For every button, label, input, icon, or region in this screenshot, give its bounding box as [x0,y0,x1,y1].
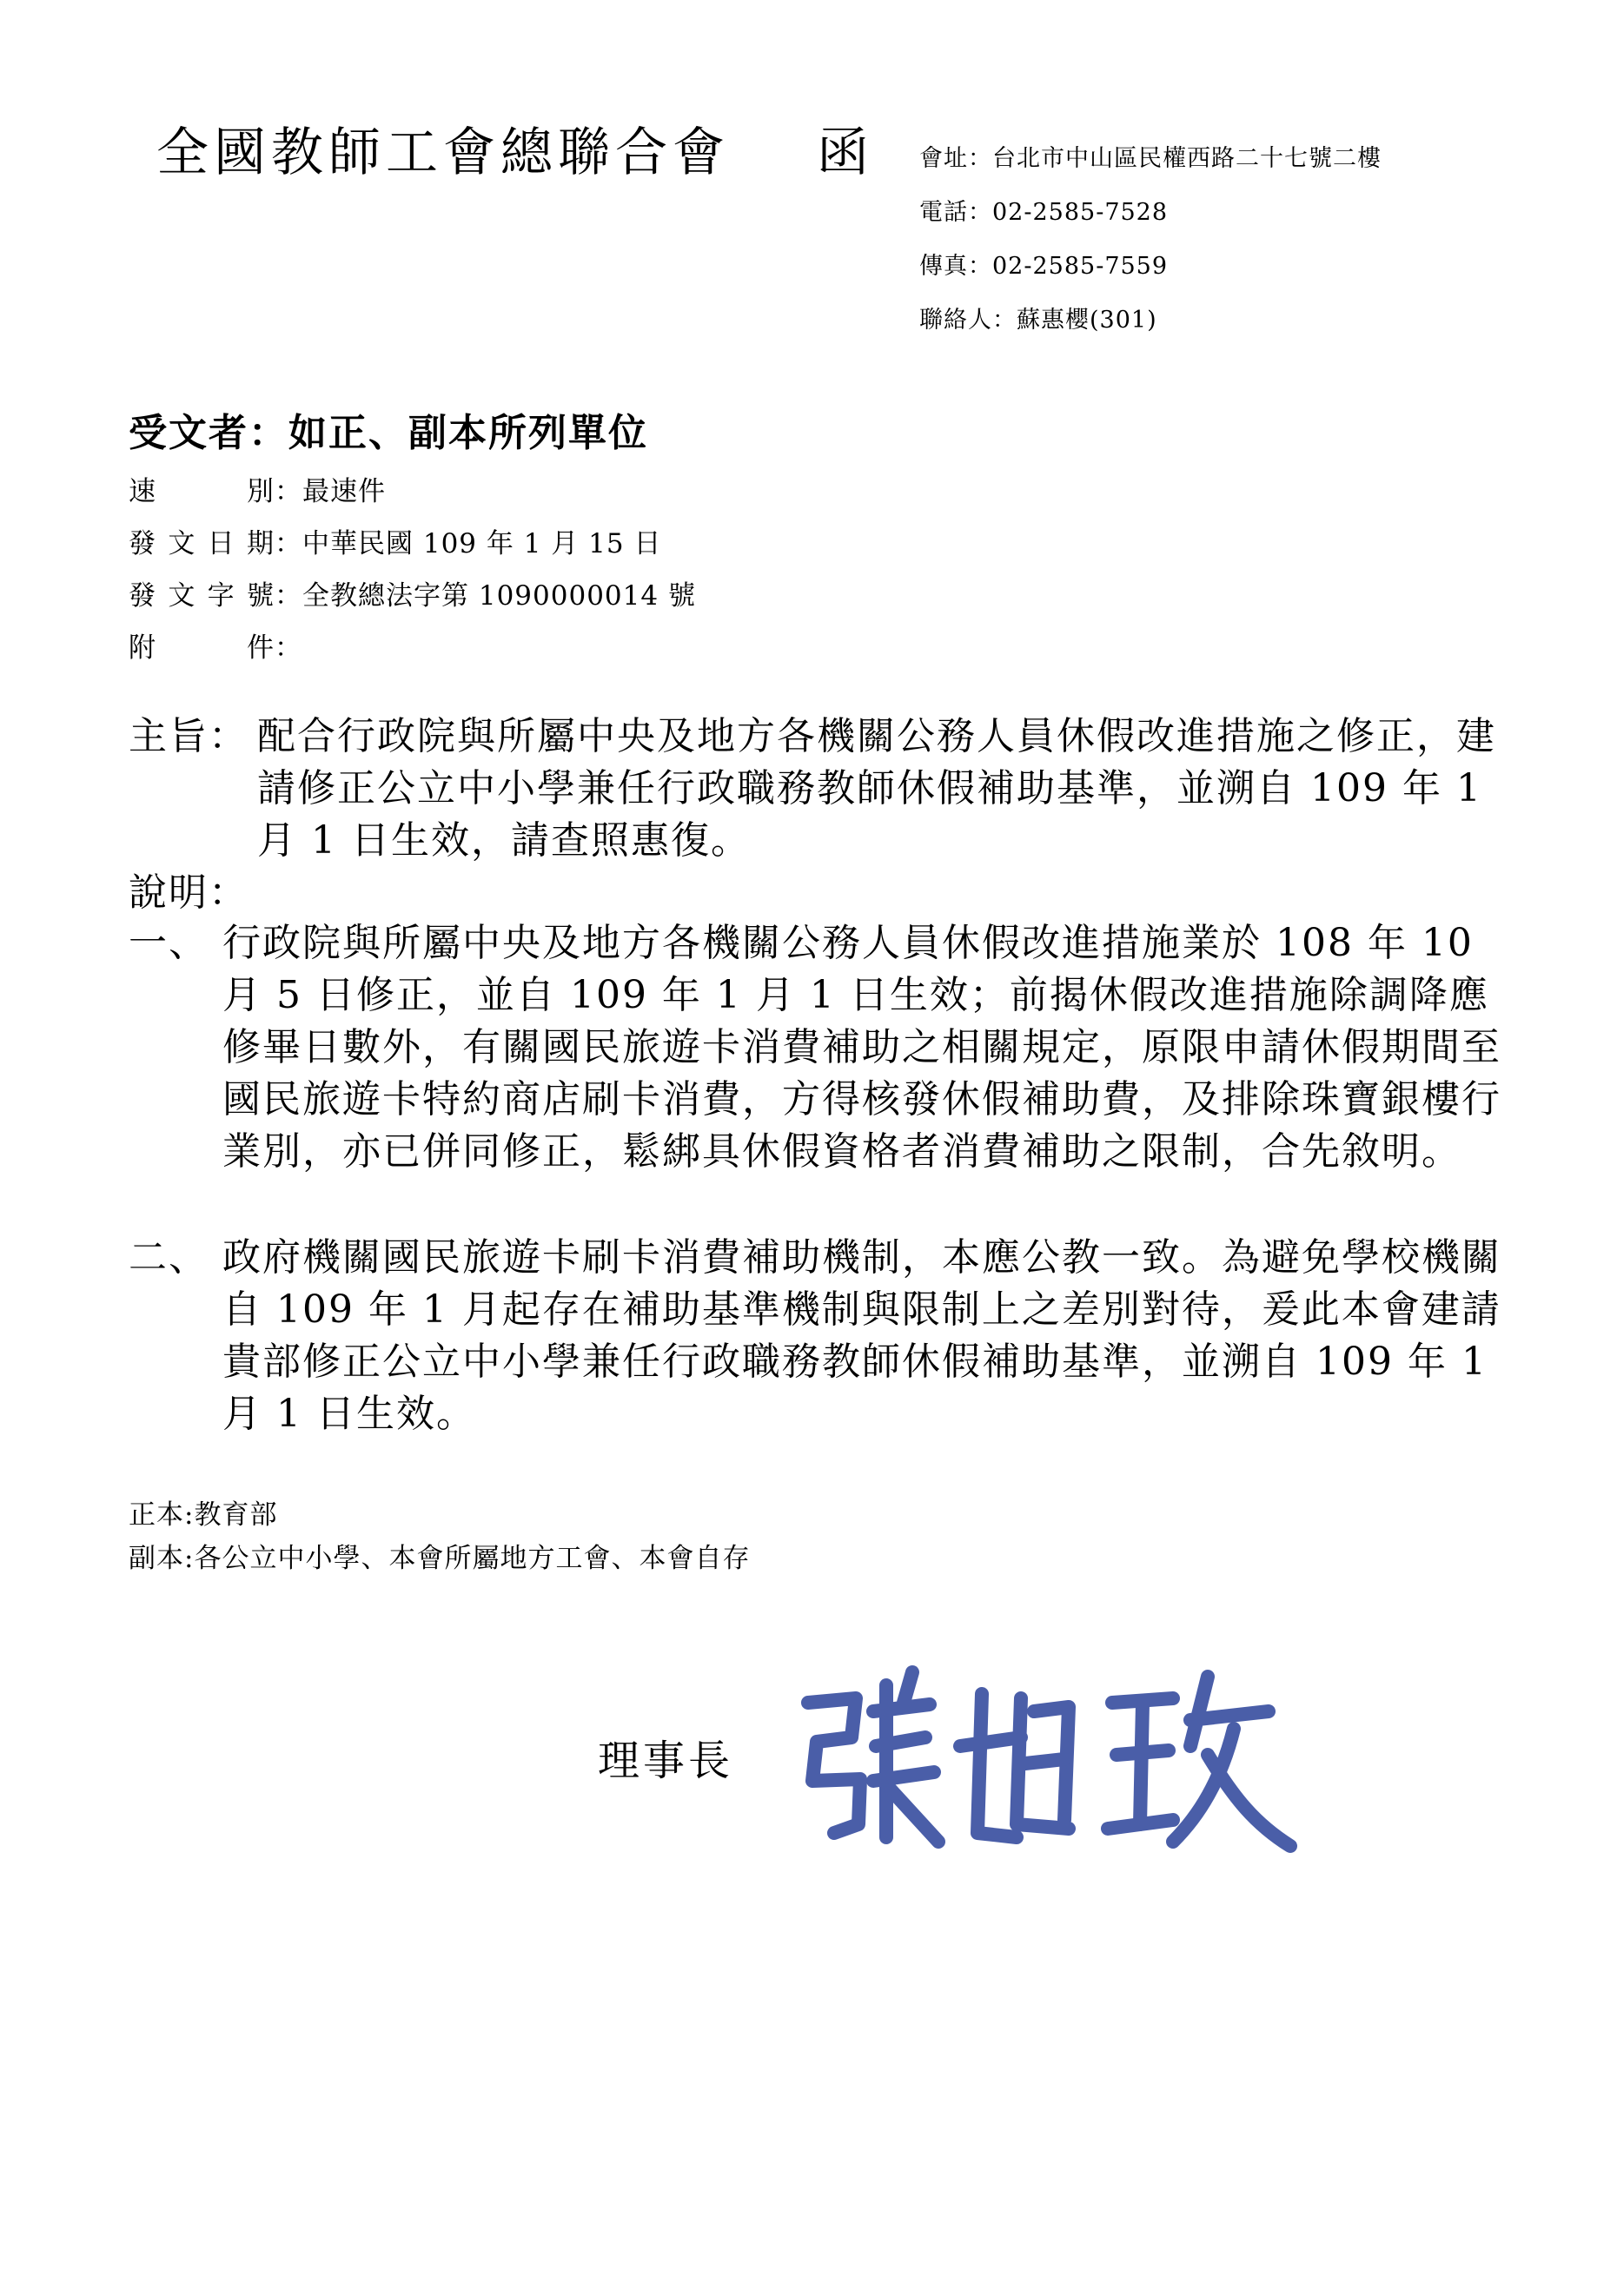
meta-key: 附件 [129,632,275,664]
meta-speed [129,469,386,508]
meta-value: ：最速件 [275,476,386,507]
item-number: 二、 [129,1235,209,1280]
meta-key: 發文字號 [129,580,275,612]
subject-label: 主旨： [129,714,249,758]
item-number: 一、 [129,921,209,965]
copy-recipients: 副本:各公立中小學、本會所屬地方工會、本會自存 [129,1543,751,1574]
meta-date [129,521,661,560]
meta-key: 發文日期 [129,528,275,559]
meta-doc-number [129,573,696,612]
fax-line: 傳真：02-2585-7559 [919,253,1169,280]
meta-value: ：中華民國 109 年 1 月 15 日 [275,528,662,559]
chairman-title: 理事長 [598,1737,734,1785]
meta-key: 速別 [129,476,275,507]
document-type: 函 [817,122,869,183]
item-text: 行政院與所屬中央及地方各機關公務人員休假改進措施業於 108 年 10 月 5 日修正，並自 109 年 1 月 1 日生效；前揭休假改進措施除調降應修畢日數外，有關國民旅遊卡消費補助之相關規定，原限申請休假期間至國民旅遊卡特約商店刷卡消費，方得核發休假補助費，及排除珠寶銀樓行業別，亦已併同修正，鬆綁具休假資格者消費補助之限制，合先敘明。 [222,921,1501,1174]
meta-attachment [129,625,302,665]
contact-person-line: 聯絡人：蘇惠櫻(301) [919,307,1157,334]
handwritten-signature [782,1651,1303,1859]
organization-title: 全國教師工會總聯合會 [156,122,730,183]
meta-value: ： [275,632,302,664]
original-recipient: 正本:教育部 [129,1499,278,1531]
phone-line: 電話：02-2585-7528 [919,199,1169,226]
item-text: 政府機關國民旅遊卡刷卡消費補助機制，本應公教一致。為避免學校機關自 109 年 1 月起存在補助基準機制與限制上之差別對待，爰此本會建請貴部修正公立中小學兼任行政職務教師休假補助基準，並溯自 109 年 1 月 1 日生效。 [222,1235,1501,1436]
recipient-line: 受文者：如正、副本所列單位 [129,411,648,455]
explanation-label: 說明： [129,870,249,915]
subject-text: 配合行政院與所屬中央及地方各機關公務人員休假改進措施之修正，建請修正公立中小學兼任行政職務教師休假補助基準，並溯自 109 年 1 月 1 日生效，請查照惠復。 [257,714,1496,863]
meta-value: ：全教總法字第 1090000014 號 [275,580,696,612]
address-line: 會址：台北市中山區民權西路二十七號二樓 [919,145,1382,172]
